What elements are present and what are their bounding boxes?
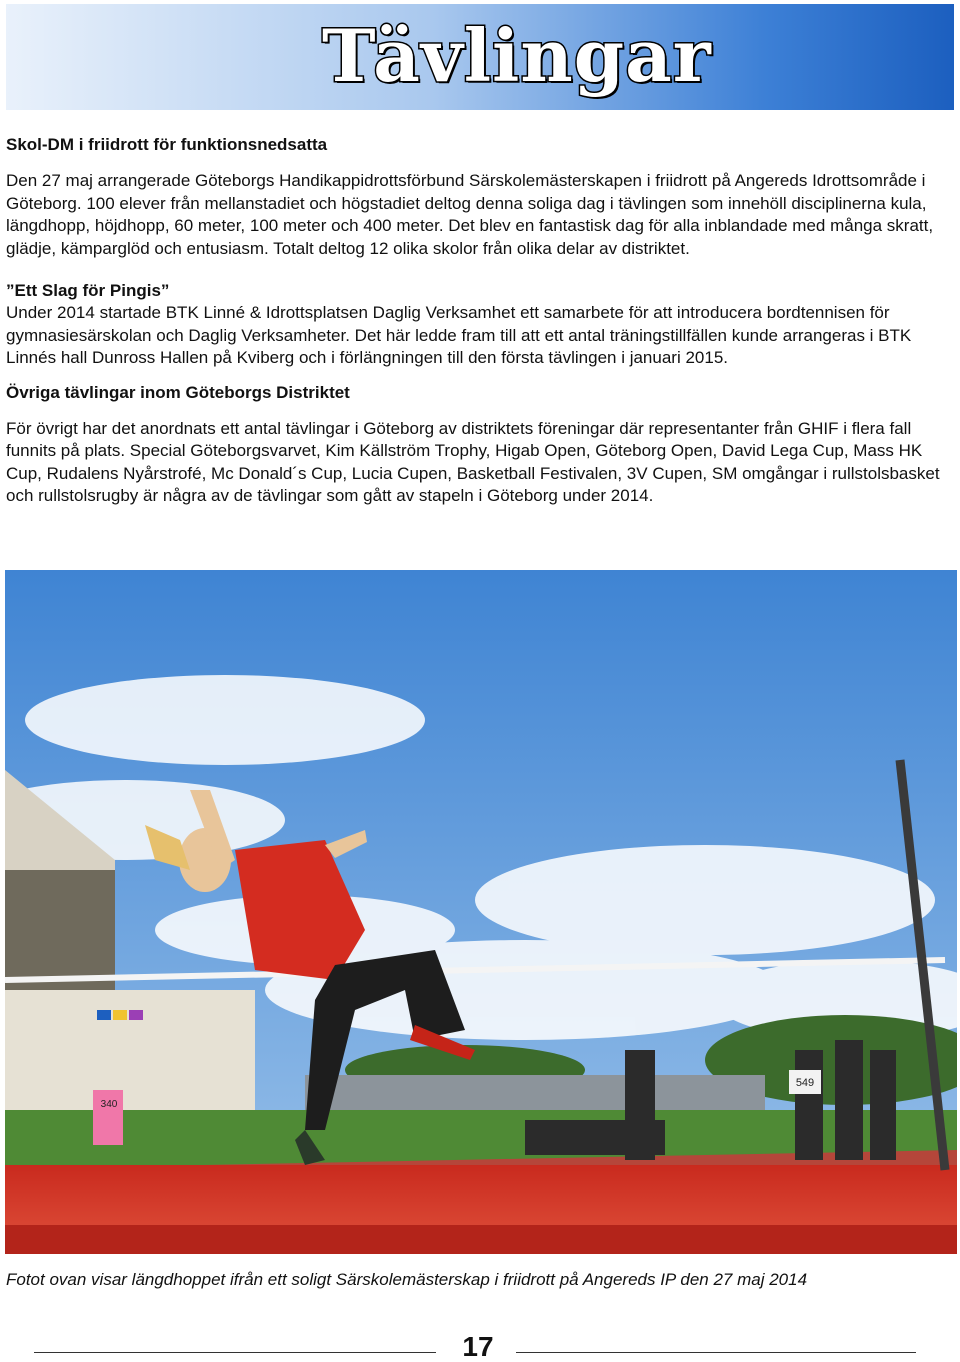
- bib-number-right: 549: [795, 1077, 815, 1089]
- footer-divider-right: [516, 1352, 916, 1353]
- article-content: [6, 134, 951, 508]
- section-body-skol-dm: Den 27 maj arrangerade Göteborgs Handikappidrottsförbund Särskolemästerskapen i friidrott på Angereds Idrottsområde i Göteborg. 100 elever från mellanstadiet och högstadiet deltog denna soliga dag i tävlingen som innehöll disciplinerna kula, längdhopp, höjdhopp, 60 meter, 100 meter och 400 meter. Det blev en fantastisk dag för alla inblandade med många skratt, glädje, kämparglöd och entusiasm. Totalt deltog 12 olika skolor från olika delar av distriktet.: [6, 171, 934, 258]
- section-body-ovriga: För övrigt har det anordnats ett antal tävlingar i Göteborg av distriktets föreningar där representanter från GHIF i flera fall funnits på plats. Special Göteborgsvarvet, Kim Källström Trophy, Higab Open, Göteborg Open, David Lega Cup, Mass HK Cup, Rudalens Nyårstrofé, Mc Donald´s Cup, Lucia Cupen, Basketball Festivalen, 3V Cupen, SM omgångar i rullstolsbasket och rullstolsrugby är några av de tävlingar som gått av stapeln i Göteborg under 2014.: [6, 418, 940, 505]
- section-title-pingis: ”Ett Slag för Pingis”: [6, 281, 170, 300]
- section-title-skol-dm: Skol-DM i friidrott för funktionsnedsatta: [6, 135, 328, 154]
- bib-number-left: 340: [100, 1099, 118, 1110]
- footer-divider-left: [34, 1352, 436, 1353]
- section-title-ovriga: Övriga tävlingar inom Göteborgs Distriktet: [6, 382, 350, 402]
- high-jump-photo: [5, 570, 957, 1254]
- section-body-pingis: Under 2014 startade BTK Linné & Idrottsplatsen Daglig Verksamhet ett samarbete för att introducera bordtennisen för gymnasiesärskolan och Daglig Verksamheter. Det här ledde fram till att ett antal träningstillfällen kunde arrangeras i BTK Linnés hall Dunross Hallen på Kviberg och i förlängningen till den första tävlingen i januari 2015.: [6, 303, 912, 367]
- page-number: 17: [462, 1331, 494, 1362]
- flags: [97, 1010, 143, 1020]
- page-title: Tävlingar: [322, 13, 712, 98]
- photo-caption: Fotot ovan visar längdhoppet ifrån ett soligt Särskolemästerskap i friidrott på Angereds IP den 27 maj 2014: [6, 1270, 808, 1289]
- mat-side: [5, 1225, 957, 1254]
